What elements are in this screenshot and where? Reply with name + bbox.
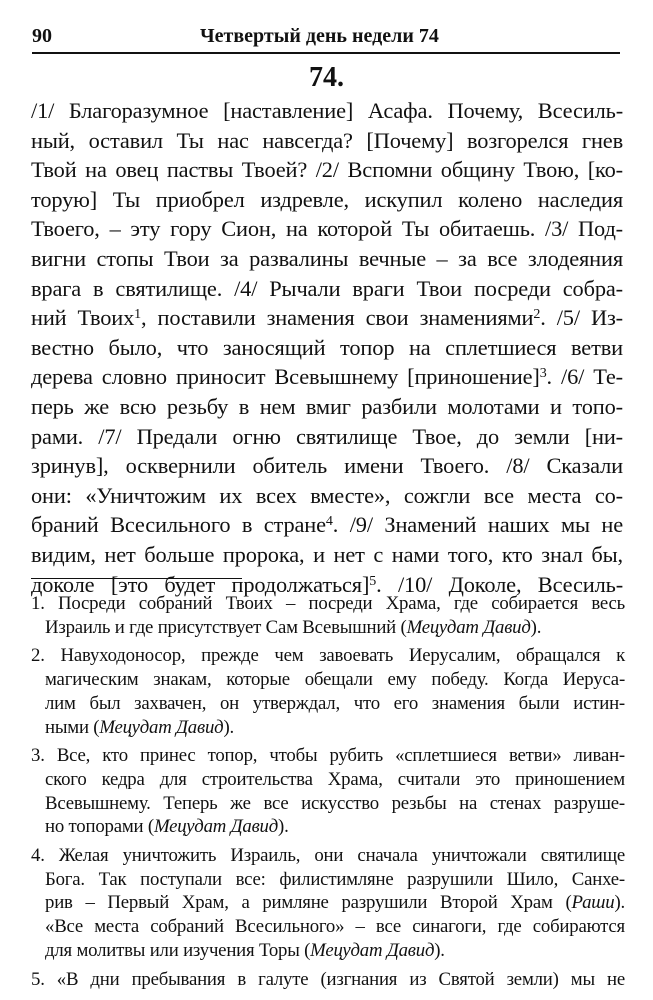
footnote-line: магическим знакам, которые обещали ему победу. Когда Иеруса- [45,669,625,691]
footnote-number: 2. [31,645,45,667]
text-segment: . /5/ Из- [540,305,623,331]
footnote-source: Мецудат Давид [310,939,435,961]
footnote-line [31,939,625,963]
text-line: /1/ Благоразумное [наставление] Асафа. Почему, Всесиль- [31,98,623,123]
footnote-number: 5. [31,968,45,990]
footnote-line [31,592,625,616]
text-line [31,362,623,392]
text-segment: дерева словно приносит Всевышнему [приношение] [31,364,540,390]
footnote-line [31,616,625,640]
footnote-line [31,815,625,839]
footnote-source: Мецудат Давид [99,716,224,738]
footnote-text: Посреди собраний Твоих – посреди Храма, где собирается весь [57,593,625,614]
footnote-text: Израиль и где присутствует Сам Всевышний ( [45,616,407,638]
footnote-text: рив – Первый Храм, а римляне разрушили Второй Храм ( [45,892,572,914]
footnote-line: лим был захвачен, он утверждал, что его знамения были истин- [45,692,625,714]
footnote-text: ). [530,616,542,638]
footnote-text: Все, кто принес топор, чтобы рубить «сплетшиеся ветви» ливан- [56,745,625,767]
text-segment: браний Всесильного в стране [31,512,326,538]
footnote-line [31,891,625,915]
footnote-text: Навуходоносор, прежде чем завоевать Иерусалим, обращался к [60,645,625,667]
text-line: ный, оставил Ты нас навсегда? [Почему] возгорелся гнев [31,127,623,153]
text-line: врага в святилище. /4/ Рычали враги Твои посреди собра- [31,275,623,301]
footnote-text: ). [614,892,625,914]
footnote-number: 1. [31,593,45,614]
text-line: они: «Уничтожим их всех вместе», сожгли все места со- [31,482,623,508]
footnote-text: но топорами ( [45,816,154,838]
text-line: Твой на овец паствы Твоей? /2/ Вспомни общину Твою, [ко- [31,157,623,183]
page-number: 90 [32,25,52,47]
text-segment: доколе [это будет продолжаться] [31,571,370,597]
text-line: зринув], осквернили обитель имени Твоего. /8/ Сказали [31,453,623,479]
footnote-line [31,716,625,740]
text-segment: . /6/ Те- [546,364,623,390]
text-line: рами. /7/ Предали огню святилище Твое, до земли [ни- [31,423,623,449]
footnote-1 [31,592,625,639]
footnote-line [31,968,625,992]
footnote-number: 4. [31,845,45,867]
text-line [31,303,623,333]
footnote-mark: 5 [369,573,377,589]
psalm-number: 74. [309,62,344,93]
footnote-line: «Все места собраний Всесильного» – все синагоги, где собираются [45,916,625,938]
footnote-line [31,644,625,668]
footnote-text: Желая уничтожить Израиль, они сначала уничтожали святилище [58,845,626,867]
text-segment: . /10/ Доколе, Всесиль- [376,571,623,597]
footnote-text: ). [223,716,234,738]
psalm-text [31,96,623,599]
footnote-line: Бога. Так поступали все: филистимляне разрушили Шило, Санхе- [45,868,625,890]
footnotes [31,592,625,996]
footnote-separator [31,578,242,579]
footnote-source: Раши [571,892,615,914]
footnote-source: Мецудат Давид [153,816,279,838]
footnote-source: Мецудат Давид [406,616,531,638]
footnote-mark: 2 [533,307,541,323]
footnote-line: ского кедра для строительства Храма, считали это приношением [45,768,625,790]
footnote-number: 3. [31,745,45,767]
text-line: перь же всю резьбу в нем вмиг разбили молотами и топо- [31,393,623,419]
text-line: Твоего, – эту гору Сион, на которой Ты обитаешь. /3/ Под- [31,216,623,242]
text-segment: ний Твоих [31,305,135,331]
footnote-4 [31,844,625,963]
text-line: вигни стопы Твои за развалины вечные – за все злодеяния [31,245,623,271]
footnote-mark: 3 [539,366,547,382]
footnote-3 [31,744,625,839]
footnote-line [31,844,625,868]
footnote-line: Всевышнему. Теперь же все искусство резьбы на стенах разруше- [45,792,625,814]
text-line: видим, нет больше пророка, и нет с нами того, кто знал бы, [31,541,623,567]
text-segment: . /9/ Знамений наших мы не [332,512,623,538]
footnote-line [31,744,625,768]
footnote-5 [31,968,625,992]
footnote-mark: 1 [134,307,142,323]
footnote-text: «В дни пребывания в галуте (изгнания из Святой земли) мы не [56,968,625,990]
text-line [31,510,623,540]
footnote-text: ). [434,939,445,961]
running-title: Четвертый день недели 74 [200,25,439,47]
running-header [32,22,620,54]
text-line: торую] Ты приобрел издревле, искупил колено наследия [31,186,623,212]
footnote-2 [31,644,625,739]
text-line: вестно было, что заносящий топор на сплетшиеся ветви [31,334,623,360]
footnote-text: для молитвы или изучения Торы ( [45,939,311,961]
footnote-text: ). [278,816,289,838]
text-segment: , поставили знамения свои знамениями [141,305,534,331]
footnote-text: ными ( [45,716,100,738]
footnote-mark: 4 [325,514,333,530]
